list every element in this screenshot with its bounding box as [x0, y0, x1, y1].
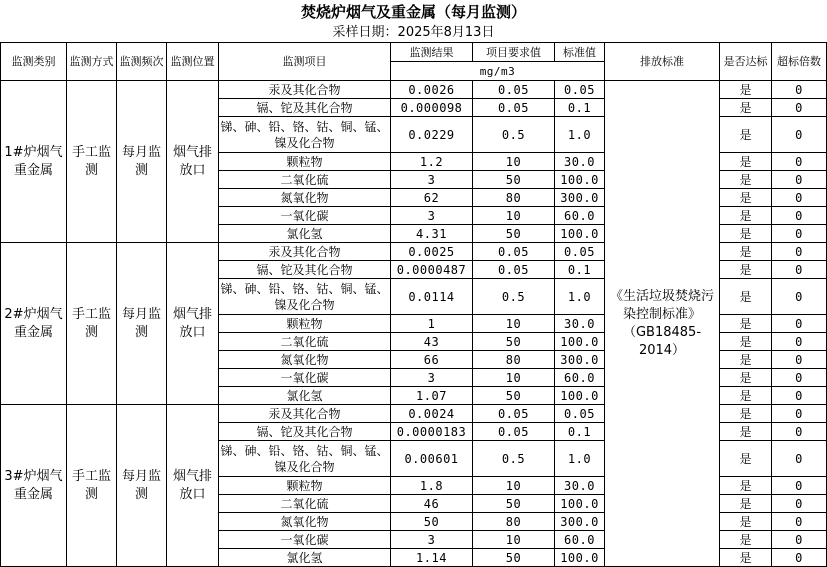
standard-value: 30.0 — [555, 153, 605, 171]
standard-value: 60.0 — [555, 531, 605, 549]
item-co: 一氧化碳 — [219, 207, 391, 225]
standard-value: 300.0 — [555, 351, 605, 369]
item-so2: 二氧化硫 — [219, 495, 391, 513]
compliant-value: 是 — [720, 423, 772, 441]
item-co: 一氧化碳 — [219, 531, 391, 549]
requirement-value: 0.5 — [473, 117, 555, 153]
item-co: 一氧化碳 — [219, 369, 391, 387]
group-method: 手工监测 — [67, 243, 117, 405]
requirement-value: 80 — [473, 351, 555, 369]
requirement-value: 10 — [473, 477, 555, 495]
standard-value: 100.0 — [555, 171, 605, 189]
exceed-value: 0 — [772, 315, 827, 333]
exceed-value: 0 — [772, 279, 827, 315]
result-value: 46 — [391, 495, 473, 513]
exceed-value: 0 — [772, 531, 827, 549]
item-particulate: 颗粒物 — [219, 315, 391, 333]
standard-value: 300.0 — [555, 513, 605, 531]
compliant-value: 是 — [720, 405, 772, 423]
group-location: 烟气排放口 — [167, 243, 219, 405]
requirement-value: 0.05 — [473, 99, 555, 117]
standard-value: 100.0 — [555, 333, 605, 351]
item-hcl: 氯化氢 — [219, 387, 391, 405]
result-value: 0.00601 — [391, 441, 473, 477]
standard-value: 30.0 — [555, 477, 605, 495]
exceed-value: 0 — [772, 225, 827, 243]
exceed-value: 0 — [772, 261, 827, 279]
exceed-value: 0 — [772, 369, 827, 387]
requirement-value: 50 — [473, 495, 555, 513]
header-standard-value: 标准值 — [555, 43, 605, 62]
compliant-value: 是 — [720, 531, 772, 549]
standard-value: 300.0 — [555, 189, 605, 207]
exceed-value: 0 — [772, 423, 827, 441]
compliant-value: 是 — [720, 495, 772, 513]
requirement-value: 0.05 — [473, 261, 555, 279]
result-value: 3 — [391, 207, 473, 225]
requirement-value: 10 — [473, 369, 555, 387]
group-category: 3#炉烟气重金属 — [1, 405, 67, 567]
result-value: 3 — [391, 369, 473, 387]
header-requirement: 项目要求值 — [473, 43, 555, 62]
header-exceed: 超标倍数 — [772, 43, 827, 81]
requirement-value: 50 — [473, 549, 555, 567]
requirement-value: 10 — [473, 153, 555, 171]
result-value: 1.07 — [391, 387, 473, 405]
item-cadmium: 镉、铊及其化合物 — [219, 99, 391, 117]
compliant-value: 是 — [720, 189, 772, 207]
item-so2: 二氧化硫 — [219, 171, 391, 189]
exceed-value: 0 — [772, 333, 827, 351]
exceed-value: 0 — [772, 243, 827, 261]
compliant-value: 是 — [720, 99, 772, 117]
standard-value: 0.05 — [555, 243, 605, 261]
item-so2: 二氧化硫 — [219, 333, 391, 351]
standard-value: 100.0 — [555, 549, 605, 567]
compliant-value: 是 — [720, 153, 772, 171]
standard-value: 60.0 — [555, 207, 605, 225]
item-hcl: 氯化氢 — [219, 549, 391, 567]
exceed-value: 0 — [772, 189, 827, 207]
requirement-value: 50 — [473, 225, 555, 243]
group-frequency: 每月监测 — [117, 81, 167, 243]
item-nox: 氮氧化物 — [219, 351, 391, 369]
header-compliant: 是否达标 — [720, 43, 772, 81]
item-antimony-group: 锑、砷、铅、铬、钴、铜、锰、镍及化合物 — [219, 279, 391, 315]
item-antimony-group: 锑、砷、铅、铬、钴、铜、锰、镍及化合物 — [219, 117, 391, 153]
compliant-value: 是 — [720, 171, 772, 189]
exceed-value: 0 — [772, 495, 827, 513]
standard-value: 0.05 — [555, 81, 605, 99]
requirement-value: 50 — [473, 387, 555, 405]
group-location: 烟气排放口 — [167, 405, 219, 567]
result-value: 3 — [391, 171, 473, 189]
item-mercury: 汞及其化合物 — [219, 81, 391, 99]
exceed-value: 0 — [772, 99, 827, 117]
table-row — [1, 81, 827, 99]
requirement-value: 10 — [473, 531, 555, 549]
result-value: 50 — [391, 513, 473, 531]
exceed-value: 0 — [772, 405, 827, 423]
group-category: 2#炉烟气重金属 — [1, 243, 67, 405]
item-mercury: 汞及其化合物 — [219, 405, 391, 423]
result-value: 1 — [391, 315, 473, 333]
result-value: 0.0000183 — [391, 423, 473, 441]
result-value: 0.0025 — [391, 243, 473, 261]
header-emission-standard: 排放标准 — [605, 43, 720, 81]
group-category: 1#炉烟气重金属 — [1, 81, 67, 243]
group-location: 烟气排放口 — [167, 81, 219, 243]
requirement-value: 80 — [473, 513, 555, 531]
compliant-value: 是 — [720, 243, 772, 261]
result-value: 0.000098 — [391, 99, 473, 117]
exceed-value: 0 — [772, 477, 827, 495]
header-item: 监测项目 — [219, 43, 391, 81]
exceed-value: 0 — [772, 513, 827, 531]
item-antimony-group: 锑、砷、铅、铬、钴、铜、锰、镍及化合物 — [219, 441, 391, 477]
standard-value: 1.0 — [555, 441, 605, 477]
item-cadmium: 镉、铊及其化合物 — [219, 423, 391, 441]
standard-value: 30.0 — [555, 315, 605, 333]
standard-value: 0.1 — [555, 423, 605, 441]
group-method: 手工监测 — [67, 405, 117, 567]
result-value: 1.8 — [391, 477, 473, 495]
standard-value: 100.0 — [555, 387, 605, 405]
compliant-value: 是 — [720, 225, 772, 243]
standard-value: 1.0 — [555, 117, 605, 153]
header-unit: mg/m3 — [391, 62, 605, 81]
compliant-value: 是 — [720, 117, 772, 153]
header-method: 监测方式 — [67, 43, 117, 81]
group-frequency: 每月监测 — [117, 405, 167, 567]
item-hcl: 氯化氢 — [219, 225, 391, 243]
exceed-value: 0 — [772, 351, 827, 369]
result-value: 0.0000487 — [391, 261, 473, 279]
compliant-value: 是 — [720, 351, 772, 369]
requirement-value: 50 — [473, 171, 555, 189]
compliant-value: 是 — [720, 387, 772, 405]
requirement-value: 10 — [473, 207, 555, 225]
requirement-value: 0.5 — [473, 279, 555, 315]
requirement-value: 0.5 — [473, 441, 555, 477]
standard-value: 0.1 — [555, 99, 605, 117]
item-particulate: 颗粒物 — [219, 477, 391, 495]
compliant-value: 是 — [720, 513, 772, 531]
exceed-value: 0 — [772, 441, 827, 477]
requirement-value: 0.05 — [473, 405, 555, 423]
item-nox: 氮氧化物 — [219, 513, 391, 531]
compliant-value: 是 — [720, 315, 772, 333]
exceed-value: 0 — [772, 207, 827, 225]
requirement-value: 0.05 — [473, 423, 555, 441]
emission-standard: 《生活垃圾焚烧污染控制标准》（GB18485-2014） — [605, 81, 720, 567]
compliant-value: 是 — [720, 477, 772, 495]
compliant-value: 是 — [720, 261, 772, 279]
item-particulate: 颗粒物 — [219, 153, 391, 171]
exceed-value: 0 — [772, 387, 827, 405]
group-frequency: 每月监测 — [117, 243, 167, 405]
standard-value: 0.05 — [555, 405, 605, 423]
standard-value: 100.0 — [555, 225, 605, 243]
header-result: 监测结果 — [391, 43, 473, 62]
result-value: 0.0114 — [391, 279, 473, 315]
item-mercury: 汞及其化合物 — [219, 243, 391, 261]
compliant-value: 是 — [720, 441, 772, 477]
compliant-value: 是 — [720, 333, 772, 351]
compliant-value: 是 — [720, 549, 772, 567]
standard-value: 0.1 — [555, 261, 605, 279]
standard-value: 60.0 — [555, 369, 605, 387]
standard-value: 100.0 — [555, 495, 605, 513]
result-value: 0.0026 — [391, 81, 473, 99]
requirement-value: 50 — [473, 333, 555, 351]
report-title: 焚烧炉烟气及重金属（每月监测） — [300, 3, 526, 21]
result-value: 66 — [391, 351, 473, 369]
monitoring-table — [0, 42, 827, 567]
requirement-value: 0.05 — [473, 81, 555, 99]
result-value: 43 — [391, 333, 473, 351]
requirement-value: 80 — [473, 189, 555, 207]
compliant-value: 是 — [720, 369, 772, 387]
exceed-value: 0 — [772, 153, 827, 171]
compliant-value: 是 — [720, 207, 772, 225]
item-cadmium: 镉、铊及其化合物 — [219, 261, 391, 279]
item-nox: 氮氧化物 — [219, 189, 391, 207]
compliant-value: 是 — [720, 81, 772, 99]
result-value: 1.2 — [391, 153, 473, 171]
sampling-date: 采样日期：2025年8月13日 — [332, 25, 495, 40]
result-value: 1.14 — [391, 549, 473, 567]
result-value: 0.0229 — [391, 117, 473, 153]
header-location: 监测位置 — [167, 43, 219, 81]
header-frequency: 监测频次 — [117, 43, 167, 81]
header-row — [1, 43, 827, 62]
requirement-value: 10 — [473, 315, 555, 333]
exceed-value: 0 — [772, 81, 827, 99]
exceed-value: 0 — [772, 171, 827, 189]
compliant-value: 是 — [720, 279, 772, 315]
exceed-value: 0 — [772, 117, 827, 153]
exceed-value: 0 — [772, 549, 827, 567]
requirement-value: 0.05 — [473, 243, 555, 261]
group-method: 手工监测 — [67, 81, 117, 243]
result-value: 0.0024 — [391, 405, 473, 423]
result-value: 3 — [391, 531, 473, 549]
result-value: 62 — [391, 189, 473, 207]
standard-value: 1.0 — [555, 279, 605, 315]
result-value: 4.31 — [391, 225, 473, 243]
header-category: 监测类别 — [1, 43, 67, 81]
